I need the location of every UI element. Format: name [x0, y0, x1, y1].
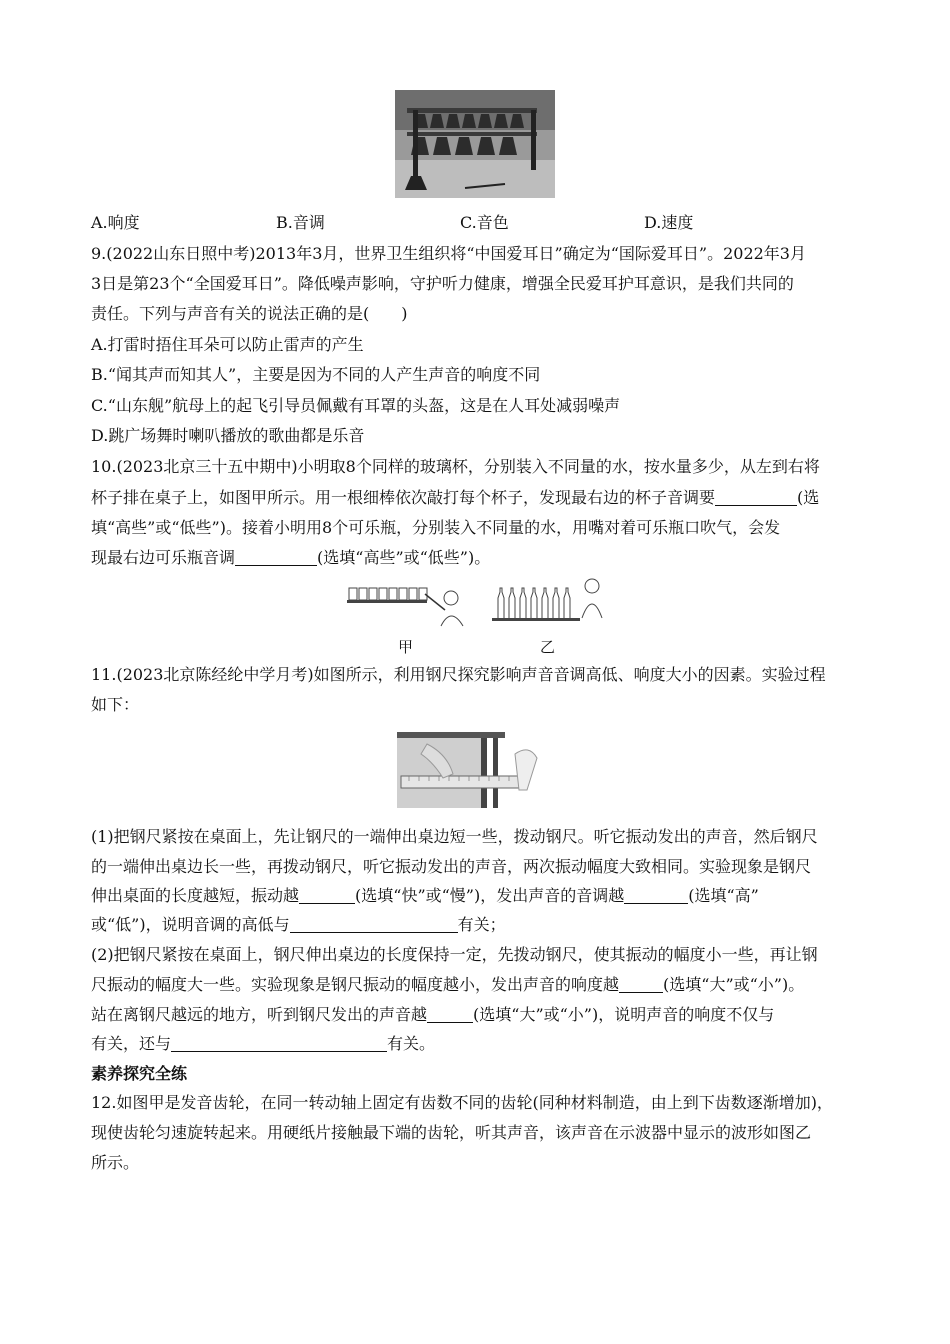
bottles-figure	[492, 576, 604, 628]
answer-blank[interactable]	[715, 489, 797, 506]
q12-line: 所示。	[91, 1153, 140, 1172]
figure-caption-b: 乙	[540, 638, 556, 656]
q11-text: 有关。	[387, 1034, 436, 1053]
q11-text: 或“低”)，说明音调的高低与	[91, 915, 290, 934]
q9-option-d: D.跳广场舞时喇叭播放的歌曲都是乐音	[91, 426, 365, 445]
q9-line: 3日是第23个“全国爱耳日”。降低噪声影响，守护听力健康，增强全民爱耳护耳意识，是我们共同的	[91, 274, 794, 293]
answer-blank[interactable]	[290, 916, 458, 933]
q11-part1-line	[91, 914, 506, 936]
answer-blank[interactable]	[171, 1035, 387, 1052]
q12-line: 现使齿轮匀速旋转起来。用硬纸片接触最下端的齿轮，听其声音，该声音在示波器中显示的波形如图乙	[91, 1123, 812, 1142]
q8-option-d: D.速度	[644, 213, 694, 232]
figure-caption-a: 甲	[398, 638, 414, 656]
q10-line	[91, 547, 490, 569]
q10-text: (选填“高些”或“低些”)。	[317, 548, 491, 567]
q10-line: 10.(2023北京三十五中期中)小明取8个同样的玻璃杯，分别装入不同量的水，按水量多少，从左到右将	[91, 457, 820, 476]
q8-option-b: B.音调	[276, 213, 325, 232]
bells-photo	[395, 90, 555, 198]
answer-blank[interactable]	[427, 1006, 473, 1023]
q11-text: 站在离钢尺越远的地方，听到钢尺发出的声音越	[91, 1005, 428, 1024]
answer-blank[interactable]	[299, 887, 355, 904]
q9-option-b: B.“闻其声而知其人”，主要是因为不同的人产生声音的响度不同	[91, 365, 541, 384]
q9-line: 责任。下列与声音有关的说法正确的是( )	[91, 304, 408, 323]
q11-text: (选填“快”或“慢”)，发出声音的音调越	[355, 886, 625, 905]
q8-option-c: C.音色	[460, 213, 509, 232]
q11-text: 有关；	[457, 915, 506, 934]
q9-line: 9.(2022山东日照中考)2013年3月，世界卫生组织将“中国爱耳日”确定为“国际爱耳日”。2022年3月	[91, 244, 806, 263]
glasses-figure	[345, 580, 467, 630]
q11-text: (选填“大”或“小”)，说明声音的响度不仅与	[473, 1005, 775, 1024]
q10-text: (选	[797, 488, 820, 507]
q11-line: 如下：	[91, 695, 140, 714]
ruler-figure	[397, 724, 549, 808]
q12-line: 12.如图甲是发音齿轮，在同一转动轴上固定有齿数不同的齿轮(同种材料制造，由上到下齿数逐渐增加)，	[91, 1093, 833, 1112]
q10-line: 填“高些”或“低些”)。接着小明用8个可乐瓶，分别装入不同量的水，用嘴对着可乐瓶口吹气，会发	[91, 518, 781, 537]
q10-line	[91, 487, 819, 509]
q11-text: 伸出桌面的长度越短，振动越	[91, 886, 300, 905]
q9-option-a: A.打雷时捂住耳朵可以防止雷声的产生	[91, 335, 364, 354]
q10-text: 杯子排在桌子上，如图甲所示。用一根细棒依次敲打每个杯子，发现最右边的杯子音调要	[91, 488, 716, 507]
q11-part2-line	[91, 974, 804, 996]
q11-part1-line: (1)把钢尺紧按在桌面上，先让钢尺的一端伸出桌边短一些，拨动钢尺。听它振动发出的声音，然后钢尺	[91, 827, 818, 846]
q9-option-c: C.“山东舰”航母上的起飞引导员佩戴有耳罩的头盔，这是在人耳处减弱噪声	[91, 396, 621, 415]
q11-text: 尺振动的幅度大一些。实验现象是钢尺振动的幅度越小，发出声音的响度越	[91, 975, 620, 994]
q10-text: 现最右边可乐瓶音调	[91, 548, 236, 567]
q11-text: 有关，还与	[91, 1034, 172, 1053]
q11-part1-line	[91, 885, 759, 907]
q11-part1-line: 的一端伸出桌边长一些，再拨动钢尺，听它振动发出的声音，两次振动幅度大致相同。实验现象是钢尺	[91, 857, 812, 876]
answer-blank[interactable]	[235, 549, 317, 566]
q11-part2-line	[91, 1033, 435, 1055]
q8-option-a: A.响度	[91, 213, 140, 232]
answer-blank[interactable]	[619, 976, 663, 993]
q11-line: 11.(2023北京陈经纶中学月考)如图所示，利用钢尺探究影响声音音调高低、响度大小的因素。实验过程	[91, 665, 826, 684]
section-heading: 素养探究全练	[91, 1064, 188, 1083]
q11-part2-line: (2)把钢尺紧按在桌面上，钢尺伸出桌边的长度保持一定，先拨动钢尺，使其振动的幅度小一些，再让钢	[91, 945, 818, 964]
q11-text: (选填“大”或“小”)。	[663, 975, 805, 994]
q11-part2-line	[91, 1004, 774, 1026]
q11-text: (选填“高”	[688, 886, 759, 905]
answer-blank[interactable]	[624, 887, 688, 904]
